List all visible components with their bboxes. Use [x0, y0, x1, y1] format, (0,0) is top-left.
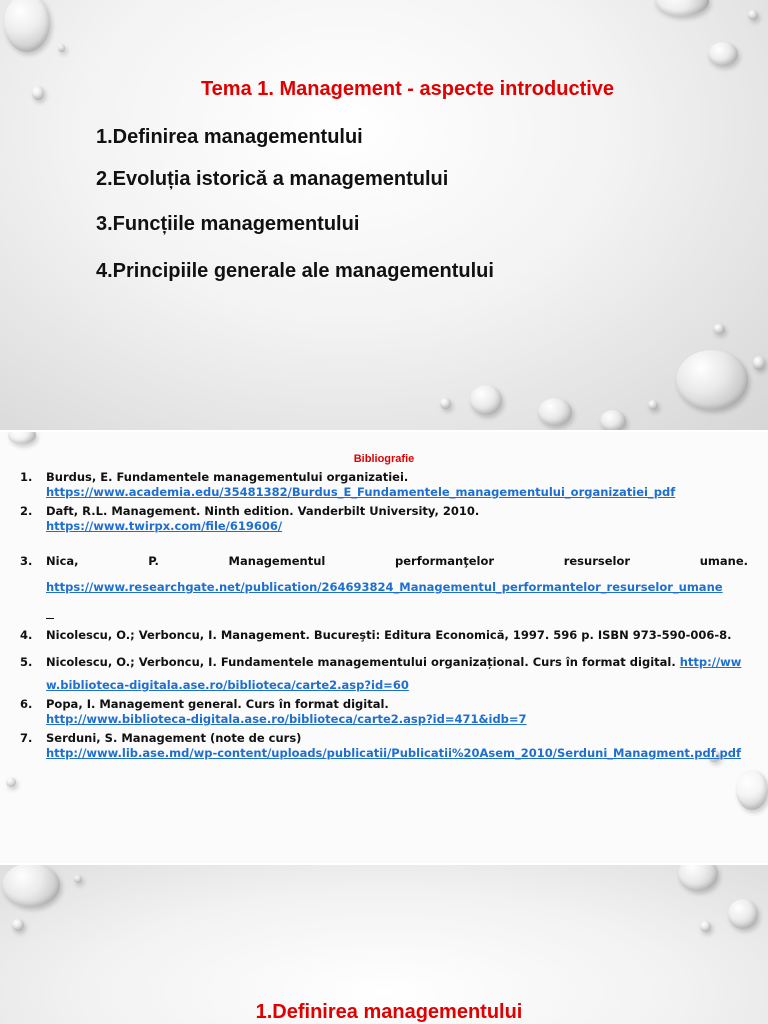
slide-1 — [0, 0, 768, 432]
toc-item-1: 1.Definirea managementului — [96, 126, 363, 148]
water-drop — [6, 777, 16, 787]
reference-number: 3. — [20, 554, 33, 568]
water-drop — [708, 42, 738, 66]
water-drop — [440, 398, 451, 409]
reference-number: 5. — [20, 655, 33, 669]
reference-link[interactable]: https://www.twirpx.com/file/619606/ — [46, 519, 283, 533]
water-drop — [736, 770, 768, 810]
water-drop — [655, 0, 709, 16]
reference-number: 1. — [20, 470, 33, 484]
water-drop — [74, 875, 82, 883]
reference-item — [20, 548, 748, 600]
reference-number: 4. — [20, 628, 33, 642]
reference-link[interactable]: https://www.academia.edu/35481382/Burdus_E_Fundamentele_managementului_organizatiei_pdf — [46, 485, 676, 499]
water-drop — [2, 865, 60, 907]
reference-text: Nica, P. Managementul performanţelor resurselor umane. — [46, 554, 748, 568]
water-drop — [700, 921, 711, 932]
reference-number: 2. — [20, 504, 33, 518]
reference-text: Daft, R.L. Management. Ninth edition. Vanderbilt University, 2010. — [46, 504, 480, 518]
reference-text: Burdus, E. Fundamentele managementului organizatiei. — [46, 470, 409, 484]
reference-text: Serduni, S. Management (note de curs) — [46, 731, 302, 745]
reference-item — [20, 504, 748, 534]
reference-text: Nicolescu, O.; Verboncu, I. Management. Bucureşti: Editura Economică, 1997. 596 p. ISBN 973-590-006-8. — [46, 628, 732, 642]
water-drop — [600, 410, 626, 432]
reference-item — [20, 624, 748, 647]
water-drop — [470, 385, 502, 415]
separator-dash — [46, 608, 54, 619]
reference-item — [20, 697, 748, 727]
water-drop — [4, 0, 50, 52]
reference-spacer — [20, 608, 748, 624]
reference-item — [20, 651, 748, 697]
water-drop — [648, 400, 658, 410]
slide-title: 1.Definirea managementului — [255, 1001, 523, 1023]
toc-item-2: 2.Evoluția istorică a managementului — [96, 168, 449, 190]
reference-link[interactable]: http://www.biblioteca-digitala.ase.ro/biblioteca/carte2.asp?id=60 — [46, 655, 742, 692]
reference-link[interactable]: https://www.researchgate.net/publication/264693824_Managementul_performantelor_resurselor_umane — [46, 580, 723, 594]
reference-number: 6. — [20, 697, 33, 711]
bibliography-list — [20, 470, 748, 761]
water-drop — [12, 919, 24, 931]
reference-item — [20, 470, 748, 500]
water-drop — [58, 44, 65, 52]
slide-title: Tema 1. Management - aspecte introductive — [200, 78, 615, 100]
bibliography-title: Bibliografie — [353, 453, 415, 465]
toc-item-4: 4.Principiile generale ale managementului — [96, 260, 494, 282]
reference-link[interactable]: http://www.biblioteca-digitala.ase.ro/biblioteca/carte2.asp?id=471&idb=7 — [46, 712, 527, 726]
reference-link[interactable]: http://www.lib.ase.md/wp-content/uploads/publicatii/Publicatii%20Asem_2010/Serduni_Managment.pdf.pdf — [46, 746, 741, 760]
reference-item — [20, 731, 748, 761]
toc-item-3: 3.Funcțiile managementului — [96, 213, 360, 235]
water-drop — [538, 398, 572, 426]
water-drop — [748, 10, 758, 20]
water-drop — [8, 432, 36, 444]
water-drop — [678, 865, 718, 891]
water-drop — [676, 350, 748, 410]
water-drop — [753, 356, 765, 370]
water-drop — [728, 899, 758, 929]
reference-number: 7. — [20, 731, 33, 745]
water-drop — [713, 324, 725, 334]
reference-text: Nicolescu, O.; Verboncu, I. Fundamentele managementului organizațional. Curs în format digital. — [46, 655, 676, 669]
reference-text: Popa, I. Management general. Curs în format digital. — [46, 697, 389, 711]
